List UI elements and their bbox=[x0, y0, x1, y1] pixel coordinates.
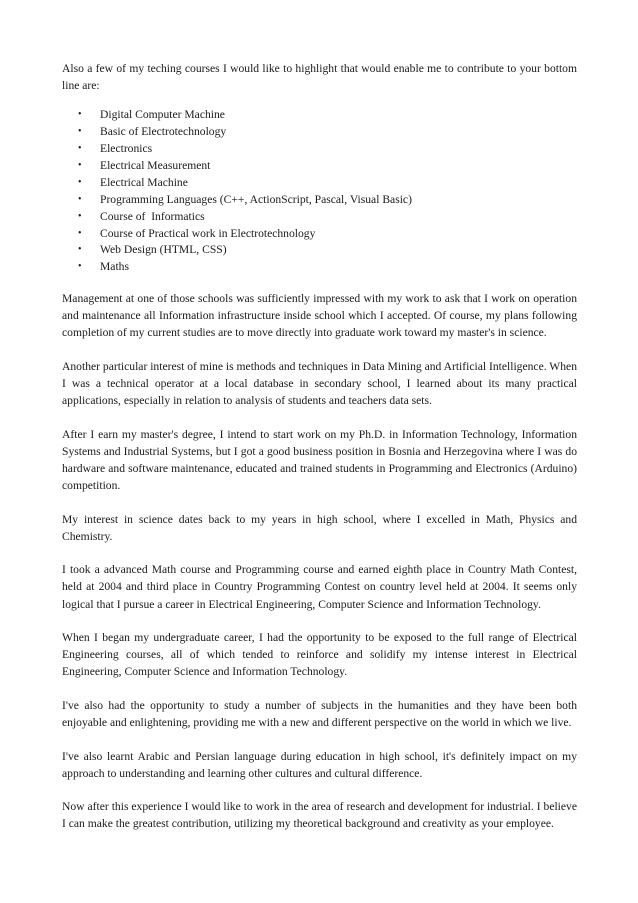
bullet-icon: • bbox=[78, 143, 82, 154]
languages-paragraph: I've also learnt Arabic and Persian language during education in high school, it's definitely impact on my approach to understanding and learning other cultures and cultural difference. bbox=[62, 749, 577, 780]
bullet-icon: • bbox=[78, 227, 82, 239]
data-mining-paragraph: Another particular interest of mine is methods and techniques in Data Mining and Artificial Intelligence. When I was a technical operator at a local database in secondary school, I learned about its many practical applications, especially in relation to analysis of students and teachers data sets. bbox=[62, 360, 577, 408]
course-item bbox=[62, 259, 577, 276]
course-item bbox=[62, 242, 577, 259]
course-label: Electronics bbox=[100, 142, 153, 155]
course-item bbox=[62, 141, 577, 158]
bullet-icon: • bbox=[78, 176, 82, 188]
bullet-icon: • bbox=[78, 159, 82, 171]
bullet-icon: • bbox=[78, 193, 82, 205]
math-contest-paragraph: I took a advanced Math course and Programming course and earned eighth place in Country Math Contest, held at 2004 and third place in Country Programming Contest on country level held at 2004. It seems only logical that I pursue a career in Electrical Engineering, Computer Science and Information Technology. bbox=[62, 563, 577, 611]
course-item bbox=[62, 226, 577, 243]
bullet-icon: • bbox=[78, 244, 82, 256]
bullet-icon: • bbox=[78, 109, 82, 121]
course-label: Course of Practical work in Electrotechnology bbox=[100, 226, 316, 240]
undergraduate-paragraph: When I began my undergraduate career, I had the opportunity to be exposed to the full range of Electrical Engineering courses, all of which tended to reinforce and solidify my intense interest in Electrical Engineering, Computer Science and Information Technology. bbox=[62, 631, 577, 679]
humanities-paragraph: I've also had the opportunity to study a number of subjects in the humanities and they have been both enjoyable and enlightening, providing me with a new and different perspective on the world in which we live. bbox=[62, 698, 577, 730]
course-label: Course of Informatics bbox=[100, 209, 205, 223]
course-label: Digital Computer Machine bbox=[100, 108, 225, 122]
science-interest-paragraph: My interest in science dates back to my years in high school, where I excelled in Math, Physics and Chemistry. bbox=[62, 512, 577, 543]
masters-degree-paragraph: After I earn my master's degree, I intend to start work on my Ph.D. in Information Technology, Information Systems and Industrial Systems, but I got a good business position in Bosnia and Herzegovina where I was do hardware and software maintenance, educated and trained students in Programming and Electronics (Arduino) competition. bbox=[62, 427, 577, 493]
course-item bbox=[62, 158, 577, 175]
course-item bbox=[62, 192, 577, 209]
bullet-icon: • bbox=[78, 210, 82, 222]
course-label: Electrical Measurement bbox=[100, 158, 211, 172]
management-paragraph: Management at one of those schools was sufficiently impressed with my work to ask that I work on operation and maintenance all Information infrastructure inside school which I accepted. Of course, my plans following completion of my current studies are to move directly into graduate work toward my master's in science. bbox=[62, 292, 577, 340]
intro-paragraph: Also a few of my teching courses I would like to highlight that would enable me to contribute to your bottom line are: bbox=[62, 62, 577, 93]
bullet-icon: • bbox=[78, 126, 82, 138]
course-label: Electrical Machine bbox=[100, 175, 188, 189]
course-item bbox=[62, 175, 577, 192]
course-label: Basic of Electrotechnology bbox=[100, 125, 227, 139]
course-item bbox=[62, 124, 577, 141]
course-label: Maths bbox=[100, 260, 129, 274]
closing-paragraph: Now after this experience I would like to work in the area of research and development for industrial. I believe I can make the greatest contribution, utilizing my theoretical background and creativity as your employee. bbox=[62, 800, 577, 831]
course-label: Programming Languages (C++, ActionScript, Pascal, Visual Basic) bbox=[100, 192, 412, 206]
document-page bbox=[62, 60, 577, 849]
course-label: Web Design (HTML, CSS) bbox=[100, 243, 227, 257]
bullet-icon: • bbox=[78, 261, 82, 273]
course-item bbox=[62, 209, 577, 226]
course-item bbox=[62, 107, 577, 124]
course-list bbox=[62, 107, 577, 276]
